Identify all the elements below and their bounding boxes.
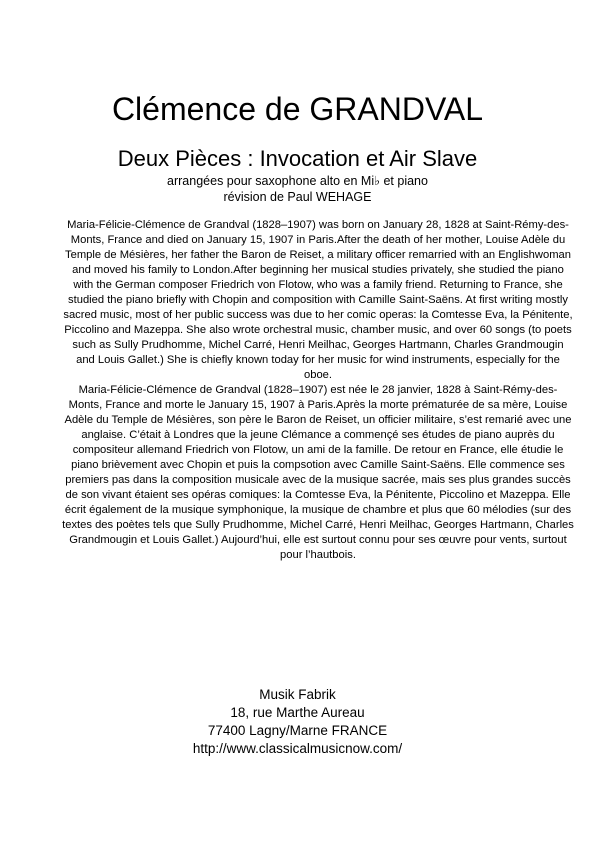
publisher-block — [40, 686, 555, 758]
publisher-url-link[interactable]: http://www.classicalmusicnow.com/ — [192, 741, 403, 756]
work-title: Deux Pièces : Invocation et Air Slave — [117, 146, 478, 171]
arrangement-info — [60, 173, 535, 205]
publisher-name: Musik Fabrik — [259, 687, 336, 702]
biography-english: Maria-Félicie-Clémence de Grandval (1828–1907) was born on January 28, 1828 at Saint-Rémy-des-Monts, France and died on January 15, 1907 in Paris.After the death of her mother, Louise Adèle du Temple de Mésières, her father the Baron de Reiset, a military officer remarried with an Englishwoman and moved his family to London.After beginning her musical studies privately, she studied the piano with the German composer Friedrich von Flotow, who was a family friend. Returning to France, she studied the piano briefly with Chopin and composition with Camille Saint-Saëns. At first writing mostly sacred music, most of her public success was due to her comic operas: la Comtesse Eva, la Pénitente, Piccolino and Mazeppa. She also wrote orchestral music, chamber music, and over 60 songs (to poets such as Sully Prudhomme, Michel Carré, Henri Meilhac, Georges Hartmann, Charles Grandmougin and Louis Gallet.) She is chiefly known today for her music for wind instruments, especially for the oboe. — [63, 219, 573, 381]
publisher-street: 18, rue Marthe Aureau — [230, 705, 365, 720]
composer-name: Clémence de GRANDVAL — [111, 91, 484, 127]
biography-french: Maria-Félicie-Clémence de Grandval (1828–1907) est née le 28 janvier, 1828 à Saint-Rémy-des-Monts, France and morte le January 15, 1907 à Paris.Après la morte prématurée de sa mère, Louise Adèle du Temple de Mésières, son père le Baron de Reiset, un officier militaire, s’est remarié avec une anglaise. C’était à Londres que la jeune Clémance a commençé ses études de piano auprès du compositeur allemand Friedrich von Flotow, un ami de la famille. De retour en France, elle étudie le piano brièvement avec Chopin et puis la compsotion avec Camille Saint-Saëns. Elle commence ses premiers pas dans la composition musicale avec de la musique sacrée, mais ses plus grandes succès de son vivant étaient ses opéras comiques: la Comtesse Eva, la Pénitente, Piccolino et Mazeppa. Elle écrit également de la musique symphonique, la musique de chambre et plus que 60 mélodies (sur des textes des poètes tels que Sully Prudhomme, Michel Carré, Henri Meilhac, Georges Hartmann, Charles Grandmougin et Louis Gallet.) Aujourd’hui, elle est surtout connu pour ses œuvre pour vents, surtout pour l’hautbois. — [62, 384, 574, 561]
publisher-city: 77400 Lagny/Marne FRANCE — [207, 723, 388, 738]
revision-line: révision de Paul WEHAGE — [223, 190, 372, 204]
arrangement-line: arrangées pour saxophone alto en Mi♭ et piano — [167, 174, 428, 188]
